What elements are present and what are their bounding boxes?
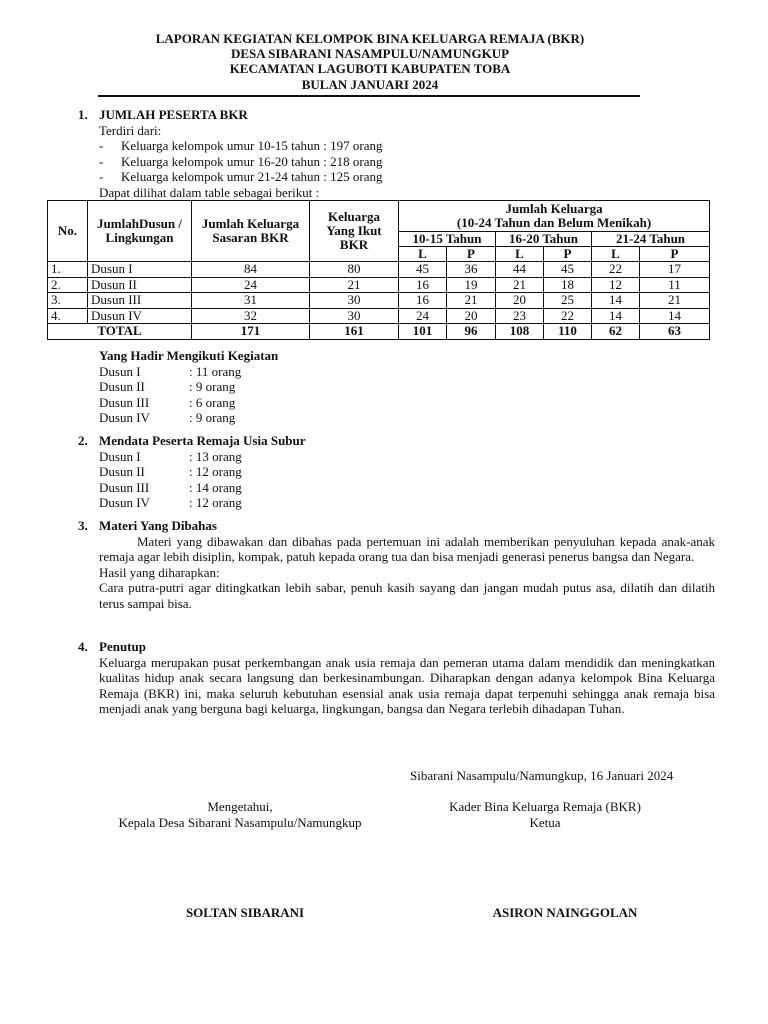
- table-row: [48, 277, 710, 293]
- section-4-number: 4.: [78, 639, 88, 654]
- left-role: Kepala Desa Sibarani Nasampulu/Namungkup: [118, 814, 362, 830]
- left-label: Mengetahui,: [207, 799, 273, 814]
- hasil-label: Hasil yang diharapkan:: [99, 564, 220, 580]
- right-signatory-name: ASIRON NAINGGOLAN: [492, 905, 638, 920]
- item-label: Dusun II: [99, 379, 145, 394]
- list-item: [99, 395, 278, 411]
- cell-l2: 21: [496, 277, 544, 293]
- table-row: [48, 293, 710, 309]
- cell-p3: 17: [640, 262, 710, 278]
- header-title: LAPORAN KEGIATAN KELOMPOK BINA KELUARGA REMAJA (BKR): [155, 31, 585, 46]
- col-header-dusun: JumlahDusun / Lingkungan: [88, 201, 192, 262]
- section-4: [99, 639, 715, 717]
- participants-table: [47, 200, 710, 340]
- item-value: : 12 orang: [189, 495, 242, 510]
- cell-total-label: TOTAL: [48, 324, 192, 340]
- item-value: : 13 orang: [189, 448, 242, 464]
- cell-l2: 44: [496, 262, 544, 278]
- cell-p1: 20: [447, 308, 496, 324]
- table-total-row: [48, 324, 710, 340]
- cell-no: 3.: [48, 293, 88, 309]
- attendance-title: Yang Hadir Mengikuti Kegiatan: [99, 348, 279, 363]
- cell-p1: 36: [447, 262, 496, 278]
- cell-ikut: 21: [310, 277, 399, 293]
- cell-sasaran: 32: [192, 308, 310, 324]
- list-item: [99, 449, 306, 465]
- cell-p2: 25: [544, 293, 592, 309]
- section-1-title: JUMLAH PESERTA BKR: [99, 107, 248, 122]
- item-label: Dusun I: [99, 363, 141, 379]
- col-header-ikut: Keluarga Yang Ikut BKR: [310, 201, 399, 262]
- section-4-title: Penutup: [99, 639, 146, 654]
- section-4-paragraph: Keluarga merupakan pusat perkembangan anak usia remaja dan pemeran utama dalam mendidik dan meningkatkan kualitas hidup anak secara langsung dan berkesinambungan. Diharapkan dengan adanya kelompok Bina Keluarga Remaja (BKR) ini, maka seluruh kebutuhan esensial anak usia remaja dapat terpenuhi sehingga anak remaja bisa menjadi anak yang berguna bagi keluarga, lingkungan, bangsa dan Negara terlebih dihadapan Tuhan.: [99, 654, 715, 716]
- col-header-sasaran: Jumlah Keluarga Sasaran BKR: [192, 201, 310, 262]
- item-value: : 11 orang: [189, 363, 242, 379]
- cell-ikut: 161: [310, 324, 399, 340]
- cell-p3: 14: [640, 308, 710, 324]
- list-item: [99, 379, 278, 395]
- cell-l2: 108: [496, 324, 544, 340]
- cell-sasaran: 24: [192, 277, 310, 293]
- list-item: [99, 364, 278, 380]
- section-2-number: 2.: [78, 433, 88, 448]
- col-header-jumlah-title: Jumlah Keluarga: [505, 201, 603, 216]
- col-header-l: L: [496, 247, 544, 262]
- cell-sasaran: 31: [192, 293, 310, 309]
- section-3-paragraph: Materi yang dibawakan dan dibahas pada pertemuan ini adalah memberikan penyuluhan kepada anak-anak remaja agar lebih disiplin, kompak, patuh kepada orang tua dan bisa menjadi generasi penerus bangsa dan Negara.: [99, 533, 715, 564]
- list-item: [99, 495, 306, 511]
- col-header-p: P: [447, 247, 496, 262]
- list-item: [99, 464, 306, 480]
- cell-p2: 22: [544, 308, 592, 324]
- cell-no: 1.: [48, 262, 88, 278]
- item-label: Dusun III: [99, 479, 150, 495]
- col-header-jumlah-subtitle: (10-24 Tahun dan Belum Menikah): [456, 215, 652, 230]
- cell-no: 4.: [48, 308, 88, 324]
- col-header-age-21-24: 21-24 Tahun: [592, 232, 710, 247]
- table-row: [48, 262, 710, 278]
- col-header-no: No.: [48, 201, 88, 262]
- header-divider: [98, 95, 640, 97]
- section-1-intro: Terdiri dari:: [99, 122, 162, 138]
- list-item: [99, 480, 306, 496]
- item-label: Dusun I: [99, 448, 141, 464]
- cell-dusun: Dusun IV: [88, 308, 192, 324]
- cell-sasaran: 171: [192, 324, 310, 340]
- cell-l1: 16: [399, 293, 447, 309]
- signature-right: [395, 799, 695, 830]
- document-header: [100, 31, 640, 92]
- cell-p2: 18: [544, 277, 592, 293]
- cell-dusun: Dusun I: [88, 262, 192, 278]
- cell-ikut: 80: [310, 262, 399, 278]
- section-3-title: Materi Yang Dibahas: [99, 518, 217, 533]
- col-header-age-16-20: 16-20 Tahun: [496, 232, 592, 247]
- right-role: Ketua: [529, 814, 561, 830]
- hasil-text: Cara putra-putri agar ditingkatkan lebih sabar, penuh kasih sayang dan jangan mudah putus asa, dilatih dan dilatih terus sampai bisa.: [99, 580, 715, 611]
- section-3: [99, 518, 715, 611]
- section-2: [99, 433, 306, 511]
- cell-p2: 110: [544, 324, 592, 340]
- cell-l1: 24: [399, 308, 447, 324]
- section-1-number: 1.: [78, 107, 88, 122]
- table-intro: Dapat dilihat dalam table sebagai berikut :: [99, 184, 320, 200]
- cell-l1: 101: [399, 324, 447, 340]
- section-2-title: Mendata Peserta Remaja Usia Subur: [99, 433, 306, 448]
- list-item: - Keluarga kelompok umur 10-15 tahun : 197 orang: [99, 138, 383, 154]
- cell-p1: 21: [447, 293, 496, 309]
- item-label: Dusun III: [99, 394, 150, 410]
- cell-p1: 96: [447, 324, 496, 340]
- section-3-number: 3.: [78, 518, 88, 533]
- list-item: [99, 410, 278, 426]
- cell-l3: 14: [592, 293, 640, 309]
- col-header-l: L: [592, 247, 640, 262]
- col-header-p: P: [544, 247, 592, 262]
- col-header-jumlah: [399, 201, 710, 232]
- cell-dusun: Dusun II: [88, 277, 192, 293]
- cell-l3: 14: [592, 308, 640, 324]
- col-header-p: P: [640, 247, 710, 262]
- cell-ikut: 30: [310, 308, 399, 324]
- left-signatory-name: SOLTAN SIBARANI: [185, 905, 305, 920]
- attendance-block: [99, 348, 278, 426]
- list-item: - Keluarga kelompok umur 16-20 tahun : 218 orang: [99, 154, 383, 170]
- cell-p3: 21: [640, 293, 710, 309]
- cell-l3: 62: [592, 324, 640, 340]
- cell-no: 2.: [48, 277, 88, 293]
- cell-l2: 23: [496, 308, 544, 324]
- cell-p3: 63: [640, 324, 710, 340]
- item-value: : 9 orang: [189, 410, 236, 425]
- right-label: Kader Bina Keluarga Remaja (BKR): [449, 799, 641, 814]
- item-label: Dusun IV: [99, 495, 150, 510]
- cell-l3: 12: [592, 277, 640, 293]
- header-village: DESA SIBARANI NASAMPULU/NAMUNGKUP: [230, 46, 510, 62]
- signature-left: [80, 799, 400, 830]
- header-month: BULAN JANUARI 2024: [301, 76, 439, 92]
- list-item: - Keluarga kelompok umur 21-24 tahun : 125 orang: [99, 169, 383, 185]
- place-date: Sibarani Nasampulu/Namungkup, 16 Januari 2024: [410, 768, 674, 783]
- table-row: [48, 308, 710, 324]
- cell-ikut: 30: [310, 293, 399, 309]
- cell-sasaran: 84: [192, 262, 310, 278]
- cell-l1: 45: [399, 262, 447, 278]
- cell-l2: 20: [496, 293, 544, 309]
- item-label: Dusun II: [99, 464, 145, 479]
- cell-p2: 45: [544, 262, 592, 278]
- cell-dusun: Dusun III: [88, 293, 192, 309]
- section-1: [99, 107, 383, 200]
- cell-p3: 11: [640, 277, 710, 293]
- cell-p1: 19: [447, 277, 496, 293]
- col-header-age-10-15: 10-15 Tahun: [399, 232, 496, 247]
- item-value: : 9 orang: [189, 379, 236, 394]
- col-header-l: L: [399, 247, 447, 262]
- cell-l3: 22: [592, 262, 640, 278]
- header-district: KECAMATAN LAGUBOTI KABUPATEN TOBA: [229, 61, 511, 77]
- item-value: : 14 orang: [189, 479, 242, 495]
- item-value: : 6 orang: [189, 394, 236, 410]
- item-label: Dusun IV: [99, 410, 150, 425]
- item-value: : 12 orang: [189, 464, 242, 479]
- cell-l1: 16: [399, 277, 447, 293]
